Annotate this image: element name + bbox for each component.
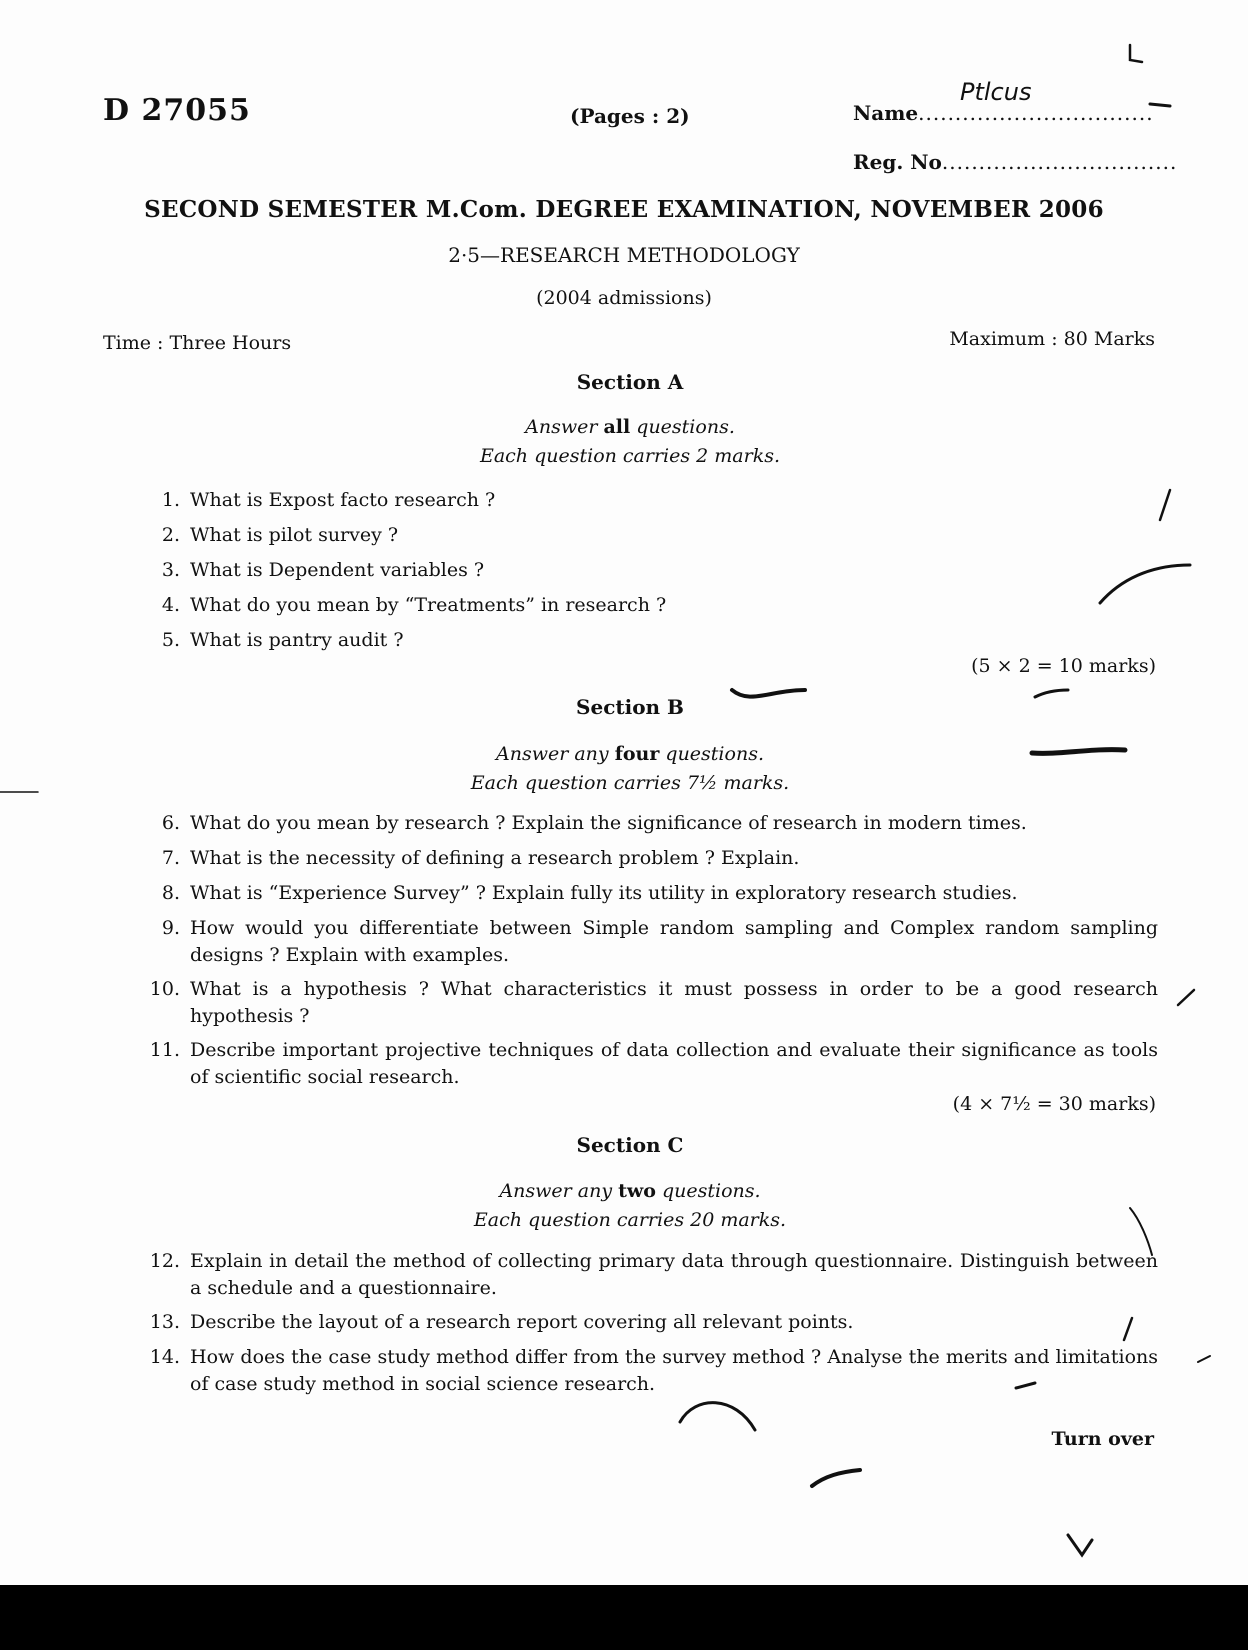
question-item: 7. What is the necessity of defining a research problem ? Explain. — [161, 847, 800, 869]
page-count: (Pages : 2) — [570, 104, 690, 128]
time-allowed: Time : Three Hours — [103, 332, 292, 354]
section-a-instruction: Answer all questions. — [525, 416, 735, 438]
section-c-marks-note: Each question carries 20 marks. — [473, 1209, 787, 1231]
section-b-instruction: Answer any four questions. — [496, 743, 764, 765]
name-label: Name — [853, 101, 919, 125]
question-item: 4. What do you mean by “Treatments” in research ? — [161, 594, 667, 616]
section-a-title: Section A — [576, 370, 684, 394]
section-c-title: Section C — [576, 1133, 684, 1157]
section-b-total-marks: (4 × 7½ = 30 marks) — [952, 1093, 1156, 1115]
section-c-instruction: Answer any two questions. — [499, 1180, 761, 1202]
scan-border — [0, 1585, 1248, 1650]
question-item: 8. What is “Experience Survey” ? Explain fully its utility in exploratory research studies. — [161, 882, 1018, 904]
paper-code: D 27055 — [103, 93, 251, 128]
turn-over-note: Turn over — [1051, 1428, 1154, 1450]
question-item: 3. What is Dependent variables ? — [161, 559, 485, 581]
section-a-total-marks: (5 × 2 = 10 marks) — [971, 655, 1156, 677]
question-item: 2. What is pilot survey ? — [161, 524, 399, 546]
handwritten-name: Ptlcus — [960, 78, 1032, 106]
exam-title: SECOND SEMESTER M.Com. DEGREE EXAMINATION, NOVEMBER 2006 — [144, 196, 1104, 223]
section-b-marks-note: Each question carries 7½ marks. — [470, 772, 790, 794]
question-item: 14. How does the case study method differ from the survey method ? Analyse the merits and limitations of case study method in social science research. — [149, 1346, 1158, 1395]
reg-no-field — [853, 150, 1177, 174]
name-dots: ................................ — [918, 101, 1154, 125]
question-item: 13. Describe the layout of a research report covering all relevant points. — [149, 1311, 854, 1333]
admissions-note: (2004 admissions) — [536, 287, 712, 309]
question-item: 5. What is pantry audit ? — [161, 629, 404, 651]
section-b-title: Section B — [576, 695, 684, 719]
reg-no-label: Reg. No — [853, 150, 942, 174]
reg-no-dots: ................................ — [941, 150, 1178, 174]
maximum-marks: Maximum : 80 Marks — [949, 328, 1155, 350]
subject-title: 2·5—RESEARCH METHODOLOGY — [448, 243, 800, 267]
question-item: 1. What is Expost facto research ? — [161, 489, 496, 511]
section-a-marks-note: Each question carries 2 marks. — [479, 445, 781, 467]
question-item: 6. What do you mean by research ? Explain the significance of research in modern times. — [161, 812, 1027, 834]
question-item: 10. What is a hypothesis ? What characteristics it must possess in order to be a good research hypothesis ? — [149, 978, 1158, 1027]
question-item: 11. Describe important projective techniques of data collection and evaluate their significance as tools of scientific social research. — [149, 1039, 1158, 1088]
question-item: 9. How would you differentiate between Simple random sampling and Complex random sampling designs ? Explain with examples. — [161, 917, 1158, 966]
question-item: 12. Explain in detail the method of collecting primary data through questionnaire. Distinguish between a schedule and a questionnaire. — [149, 1250, 1158, 1299]
